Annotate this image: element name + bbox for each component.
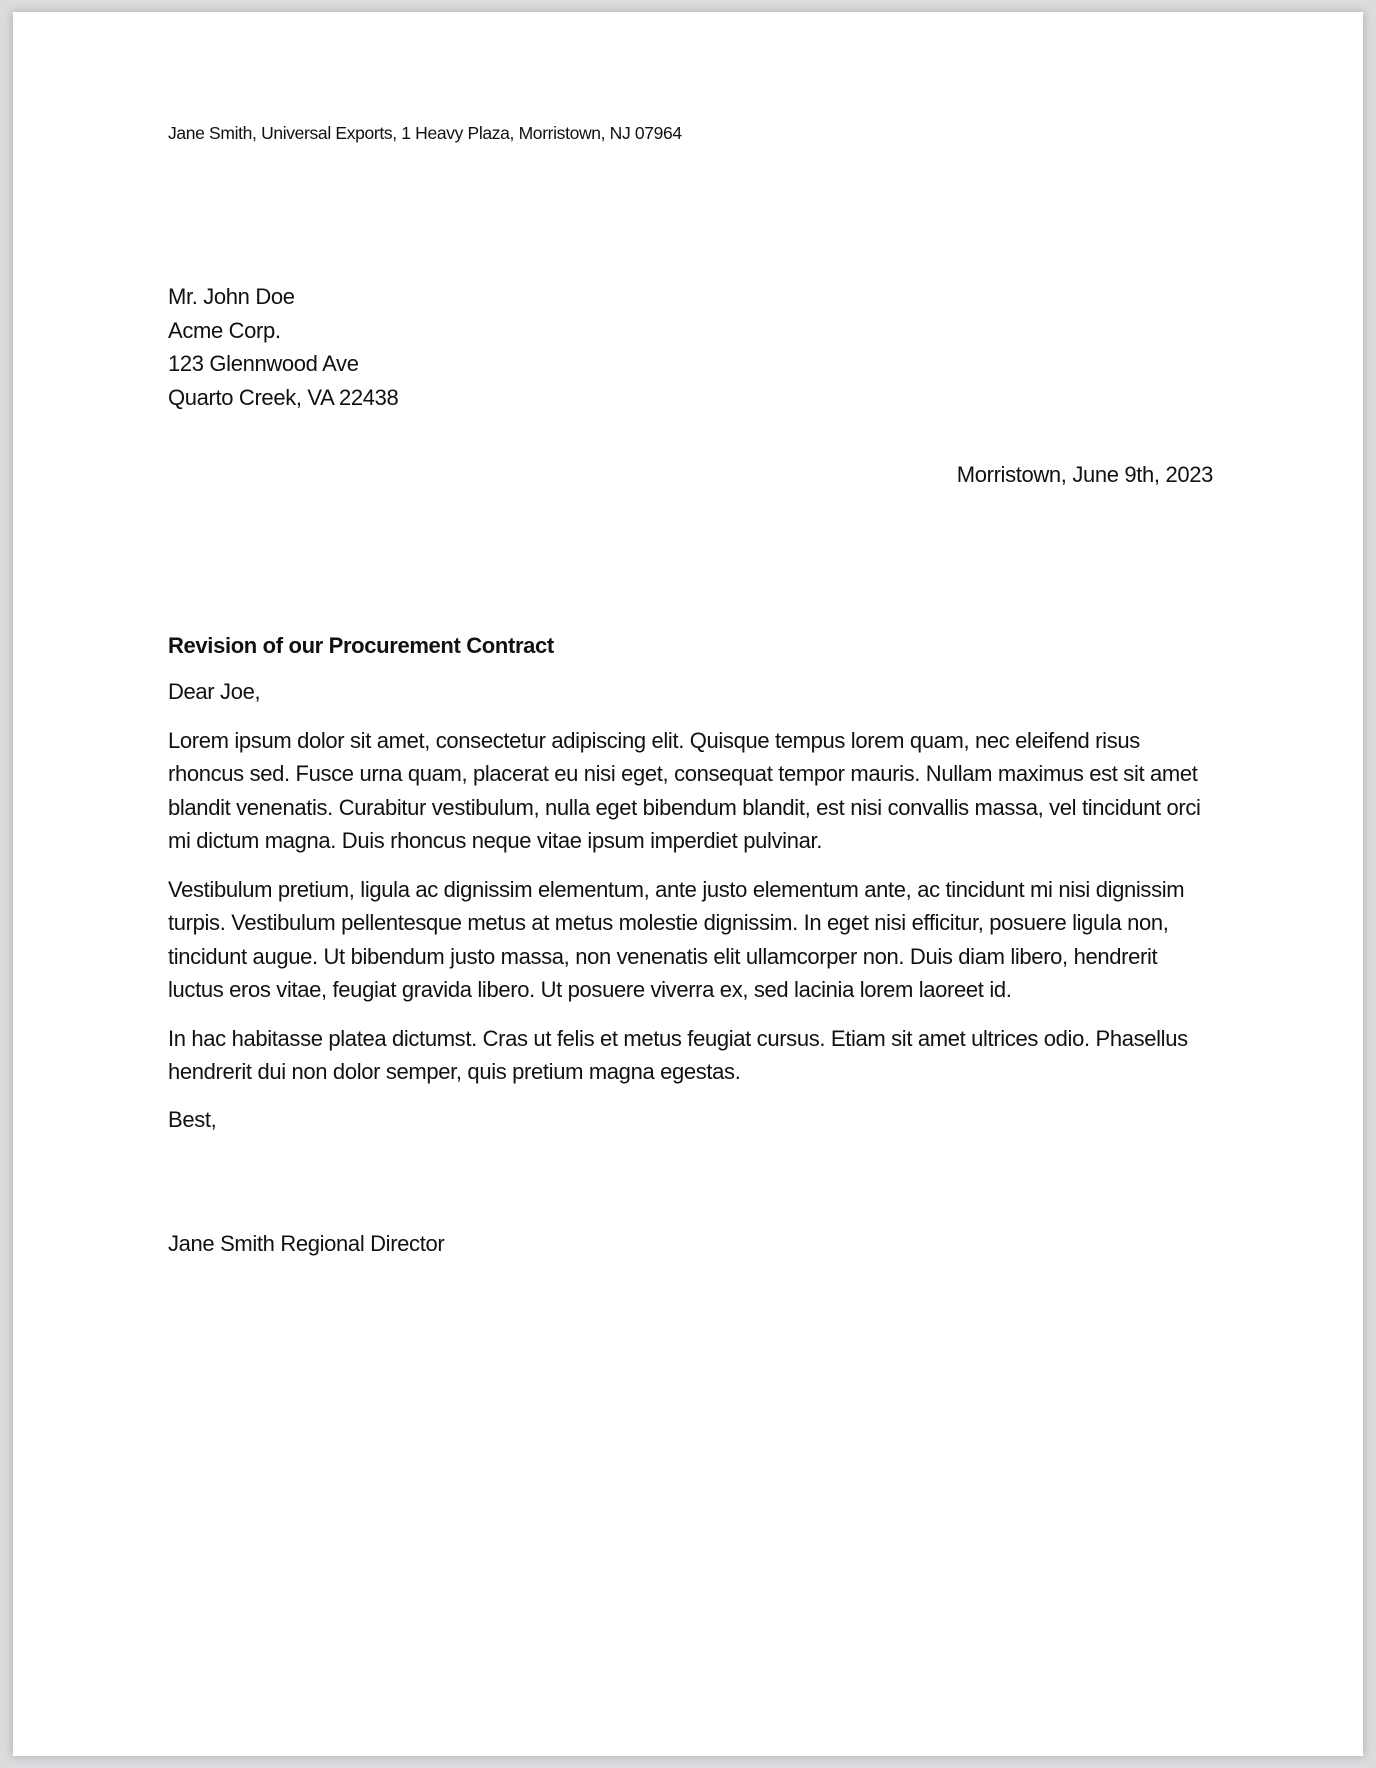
recipient-line-name: Mr. John Doe — [168, 284, 295, 309]
body-paragraph-1: Lorem ipsum dolor sit amet, consectetur adipiscing elit. Quisque tempus lorem quam, nec eleifend risus rhoncus sed. Fusce urna quam, placerat eu nisi eget, consequat tempor mauris. Nullam maximus est sit amet blandit venenatis. Curabitur vestibulum, nulla eget bibendum blandit, est nisi convallis massa, vel tincidunt orci mi dictum magna. Duis rhoncus neque vitae ipsum imperdiet pulvinar. — [168, 727, 1201, 853]
body-paragraph-3: In hac habitasse platea dictumst. Cras ut felis et metus feugiat cursus. Etiam sit amet ultrices odio. Phasellus hendrerit dui non dolor semper, quis pretium magna egestas. — [168, 1025, 1188, 1084]
salutation: Dear Joe, — [168, 679, 261, 704]
recipient-line-street: 123 Glennwood Ave — [168, 351, 359, 376]
recipient-line-city: Quarto Creek, VA 22438 — [168, 384, 399, 410]
body-paragraph-2: Vestibulum pretium, ligula ac dignissim elementum, ante justo elementum ante, ac tincidunt mi nisi dignissim turpis. Vestibulum pellentesque metus at metus molestie dignissim. In eget nisi efficitur, posuere ligula non, tincidunt augue. Ut bibendum justo massa, non venenatis elit ullamcorper non. Duis diam libero, hendrerit luctus eros vitae, feugiat gravida libero. Ut posuere viverra ex, sed lacinia lorem laoreet id. — [168, 876, 1185, 1002]
subject-line: Revision of our Procurement Contract — [168, 632, 554, 658]
date-line: Morristown, June 9th, 2023 — [956, 462, 1213, 487]
letter-document — [13, 12, 1363, 1261]
sender-line: Jane Smith, Universal Exports, 1 Heavy Plaza, Morristown, NJ 07964 — [168, 123, 682, 143]
recipient-block — [168, 280, 1218, 414]
letter-page — [13, 12, 1363, 1756]
closing: Best, — [168, 1106, 217, 1132]
recipient-line-company: Acme Corp. — [168, 317, 281, 343]
signature: Jane Smith Regional Director — [168, 1231, 445, 1256]
